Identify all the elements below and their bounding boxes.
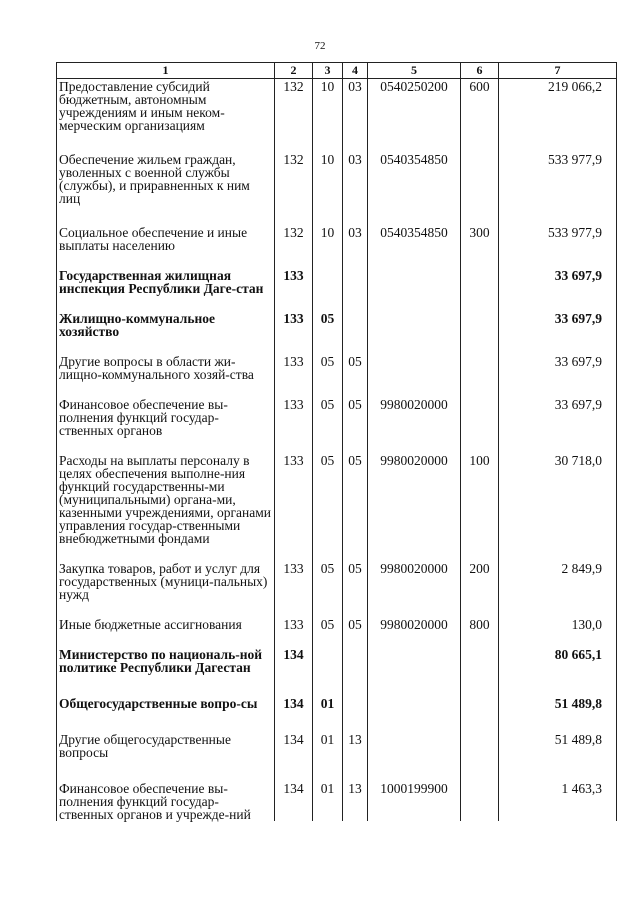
row-code-5: 1000199900 — [368, 781, 461, 821]
row-amount: 533 977,9 — [499, 225, 617, 268]
row-name: Общегосударственные вопро-сы — [57, 696, 275, 732]
row-code-5: 9980020000 — [368, 397, 461, 453]
row-code-6 — [461, 397, 499, 453]
row-amount: 80 665,1 — [499, 647, 617, 696]
row-code-2: 134 — [275, 696, 313, 732]
row-code-4 — [343, 696, 368, 732]
row-code-6: 200 — [461, 561, 499, 617]
table-row — [57, 397, 617, 453]
row-code-6 — [461, 354, 499, 397]
row-code-4 — [343, 268, 368, 311]
row-code-4: 05 — [343, 561, 368, 617]
row-name: Другие общегосударственные вопросы — [57, 732, 275, 781]
table-row — [57, 268, 617, 311]
row-code-6 — [461, 311, 499, 354]
row-code-5 — [368, 732, 461, 781]
column-header: 5 — [368, 63, 461, 79]
row-code-3: 05 — [313, 311, 343, 354]
row-code-4 — [343, 311, 368, 354]
row-code-3: 01 — [313, 781, 343, 821]
row-name: Жилищно-коммунальное хозяйство — [57, 311, 275, 354]
column-header: 1 — [57, 63, 275, 79]
row-name: Закупка товаров, работ и услуг для государственных (муници-пальных) нужд — [57, 561, 275, 617]
row-code-2: 133 — [275, 354, 313, 397]
row-code-2: 132 — [275, 152, 313, 225]
row-code-4 — [343, 647, 368, 696]
row-code-3: 05 — [313, 561, 343, 617]
column-header: 7 — [499, 63, 617, 79]
row-amount: 51 489,8 — [499, 696, 617, 732]
row-code-4: 05 — [343, 397, 368, 453]
table-row — [57, 647, 617, 696]
row-code-3: 05 — [313, 397, 343, 453]
row-amount: 219 066,2 — [499, 79, 617, 153]
table-row — [57, 354, 617, 397]
row-code-6 — [461, 781, 499, 821]
row-amount: 33 697,9 — [499, 397, 617, 453]
row-name: Финансовое обеспечение вы-полнения функций государ-ственных органов — [57, 397, 275, 453]
row-code-5: 0540250200 — [368, 79, 461, 153]
row-code-6 — [461, 696, 499, 732]
row-code-4: 05 — [343, 617, 368, 647]
table-row — [57, 561, 617, 617]
column-header: 6 — [461, 63, 499, 79]
row-code-6 — [461, 647, 499, 696]
row-code-3: 05 — [313, 453, 343, 561]
row-code-3 — [313, 647, 343, 696]
row-code-3: 10 — [313, 225, 343, 268]
row-amount: 533 977,9 — [499, 152, 617, 225]
row-code-3: 01 — [313, 696, 343, 732]
row-amount: 33 697,9 — [499, 354, 617, 397]
row-amount: 30 718,0 — [499, 453, 617, 561]
row-name: Предоставление субсидий бюджетным, автономным учреждениям и иным неком-мерческим организациям — [57, 79, 275, 153]
table-row — [57, 79, 617, 153]
table-row — [57, 152, 617, 225]
row-code-4: 13 — [343, 732, 368, 781]
row-code-5 — [368, 354, 461, 397]
row-name: Иные бюджетные ассигнования — [57, 617, 275, 647]
row-code-5: 0540354850 — [368, 152, 461, 225]
row-code-6: 300 — [461, 225, 499, 268]
row-name: Расходы на выплаты персоналу в целях обеспечения выполне-ния функций государственны-ми (муниципальными) органа-ми, казенными учреждениями, органами управления государ-ственными внебюджетными фондами — [57, 453, 275, 561]
row-code-4: 05 — [343, 354, 368, 397]
row-code-3: 05 — [313, 617, 343, 647]
budget-table — [56, 62, 617, 821]
row-amount: 51 489,8 — [499, 732, 617, 781]
row-code-5: 9980020000 — [368, 617, 461, 647]
row-code-3: 01 — [313, 732, 343, 781]
column-header: 3 — [313, 63, 343, 79]
row-name: Министерство по националь-ной политике Республики Дагестан — [57, 647, 275, 696]
row-name: Другие вопросы в области жи-лищно-коммунального хозяй-ства — [57, 354, 275, 397]
row-code-2: 134 — [275, 647, 313, 696]
row-code-6: 600 — [461, 79, 499, 153]
table-row — [57, 453, 617, 561]
row-code-4: 05 — [343, 453, 368, 561]
row-code-6 — [461, 268, 499, 311]
row-code-4: 03 — [343, 79, 368, 153]
table-row — [57, 696, 617, 732]
table-row — [57, 311, 617, 354]
row-code-6 — [461, 152, 499, 225]
row-code-5: 9980020000 — [368, 561, 461, 617]
row-code-2: 133 — [275, 268, 313, 311]
row-code-2: 134 — [275, 732, 313, 781]
row-code-2: 133 — [275, 617, 313, 647]
row-code-5: 9980020000 — [368, 453, 461, 561]
row-code-5 — [368, 647, 461, 696]
row-code-2: 133 — [275, 561, 313, 617]
row-code-6: 100 — [461, 453, 499, 561]
row-amount: 1 463,3 — [499, 781, 617, 821]
row-name: Социальное обеспечение и иные выплаты населению — [57, 225, 275, 268]
row-name: Государственная жилищная инспекция Республики Даге-стан — [57, 268, 275, 311]
row-code-6: 800 — [461, 617, 499, 647]
column-header: 4 — [343, 63, 368, 79]
table-row — [57, 617, 617, 647]
row-code-2: 133 — [275, 397, 313, 453]
row-code-2: 132 — [275, 79, 313, 153]
row-code-5 — [368, 696, 461, 732]
row-name: Обеспечение жильем граждан, уволенных с военной службы (службы), и приравненных к ним лиц — [57, 152, 275, 225]
row-code-5 — [368, 311, 461, 354]
table-row — [57, 225, 617, 268]
row-amount: 33 697,9 — [499, 268, 617, 311]
row-code-6 — [461, 732, 499, 781]
row-code-3: 05 — [313, 354, 343, 397]
row-code-4: 13 — [343, 781, 368, 821]
row-code-3: 10 — [313, 79, 343, 153]
page-number: 72 — [314, 40, 326, 52]
row-name: Финансовое обеспечение вы-полнения функций государ-ственных органов и учрежде-ний — [57, 781, 275, 821]
row-amount: 33 697,9 — [499, 311, 617, 354]
row-amount: 130,0 — [499, 617, 617, 647]
row-code-4: 03 — [343, 152, 368, 225]
row-code-4: 03 — [343, 225, 368, 268]
row-code-5 — [368, 268, 461, 311]
row-code-2: 134 — [275, 781, 313, 821]
row-code-2: 133 — [275, 453, 313, 561]
row-code-3: 10 — [313, 152, 343, 225]
header-row — [57, 63, 617, 79]
row-amount: 2 849,9 — [499, 561, 617, 617]
row-code-2: 133 — [275, 311, 313, 354]
row-code-2: 132 — [275, 225, 313, 268]
table-row — [57, 781, 617, 821]
column-header: 2 — [275, 63, 313, 79]
row-code-5: 0540354850 — [368, 225, 461, 268]
row-code-3 — [313, 268, 343, 311]
table-row — [57, 732, 617, 781]
